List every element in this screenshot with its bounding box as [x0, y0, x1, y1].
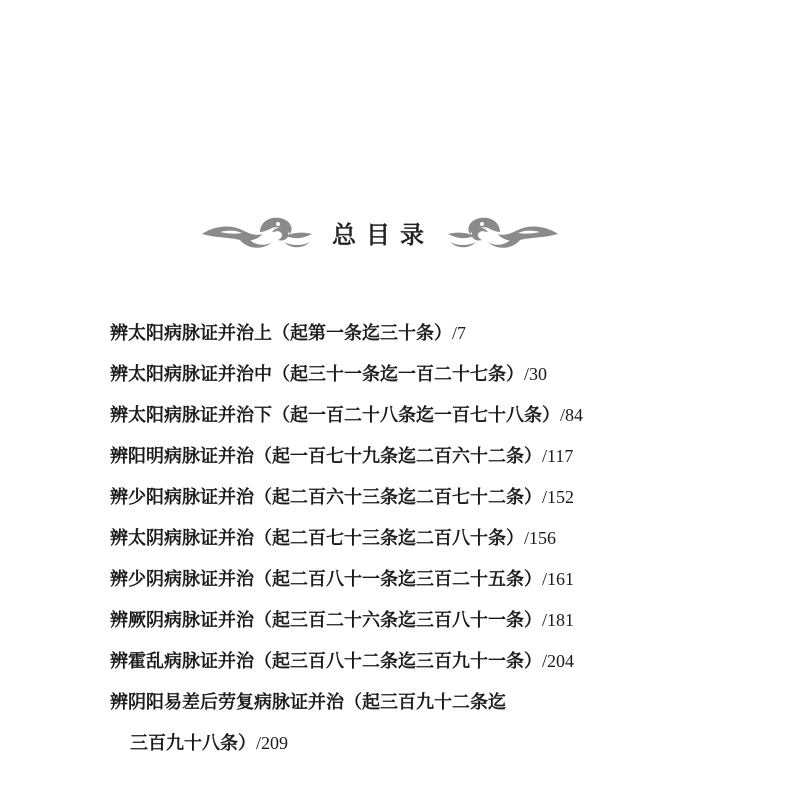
- toc-entry-title: 辨阴阳易差后劳复病脉证并治（起三百九十二条迄: [110, 692, 506, 713]
- toc-entry[interactable]: [110, 564, 750, 605]
- scroll-ornament-icon: [200, 210, 318, 254]
- toc-entry-page: /7: [452, 323, 467, 343]
- toc-entry-title: 三百九十八条）: [130, 733, 256, 754]
- toc-entry[interactable]: [110, 687, 750, 728]
- toc-entry-title: 辨霍乱病脉证并治（起三百八十二条迄三百九十一条）: [110, 651, 542, 672]
- toc-entry-page: /204: [542, 651, 575, 671]
- toc-entry[interactable]: [110, 482, 750, 523]
- toc-entry[interactable]: [110, 646, 750, 687]
- toc-entry-page: /152: [542, 487, 575, 507]
- toc-entry-title: 辨太阳病脉证并治下（起一百二十八条迄一百七十八条）: [110, 405, 560, 426]
- toc-entry-page: /181: [542, 610, 575, 630]
- table-of-contents: [110, 318, 750, 769]
- toc-entry[interactable]: [110, 359, 750, 400]
- scroll-ornament-icon: [442, 210, 560, 254]
- toc-entry-page: /209: [256, 733, 289, 753]
- toc-entry-title: 辨太阴病脉证并治（起二百七十三条迄二百八十条）: [110, 528, 524, 549]
- toc-entry-title: 辨太阳病脉证并治中（起三十一条迄一百二十七条）: [110, 364, 524, 385]
- toc-entry[interactable]: [110, 441, 750, 482]
- toc-entry-page: /117: [542, 446, 574, 466]
- page-title: 总目录: [332, 220, 434, 249]
- toc-entry-title: 辨阳明病脉证并治（起一百七十九条迄二百六十二条）: [110, 446, 542, 467]
- toc-entry-page: /84: [560, 405, 584, 425]
- title-block: [0, 208, 760, 256]
- toc-entry-title: 辨少阳病脉证并治（起二百六十三条迄二百七十二条）: [110, 487, 542, 508]
- toc-entry-title: 辨太阳病脉证并治上（起第一条迄三十条）: [110, 323, 452, 344]
- toc-entry-title: 辨厥阴病脉证并治（起三百二十六条迄三百八十一条）: [110, 610, 542, 631]
- toc-entry-page: /161: [542, 569, 575, 589]
- toc-entry-page: /30: [524, 364, 548, 384]
- toc-entry-continuation[interactable]: [110, 728, 750, 769]
- toc-entry[interactable]: [110, 318, 750, 359]
- toc-entry[interactable]: [110, 523, 750, 564]
- toc-entry-title: 辨少阴病脉证并治（起二百八十一条迄三百二十五条）: [110, 569, 542, 590]
- toc-entry[interactable]: [110, 605, 750, 646]
- toc-entry-page: /156: [524, 528, 557, 548]
- toc-entry[interactable]: [110, 400, 750, 441]
